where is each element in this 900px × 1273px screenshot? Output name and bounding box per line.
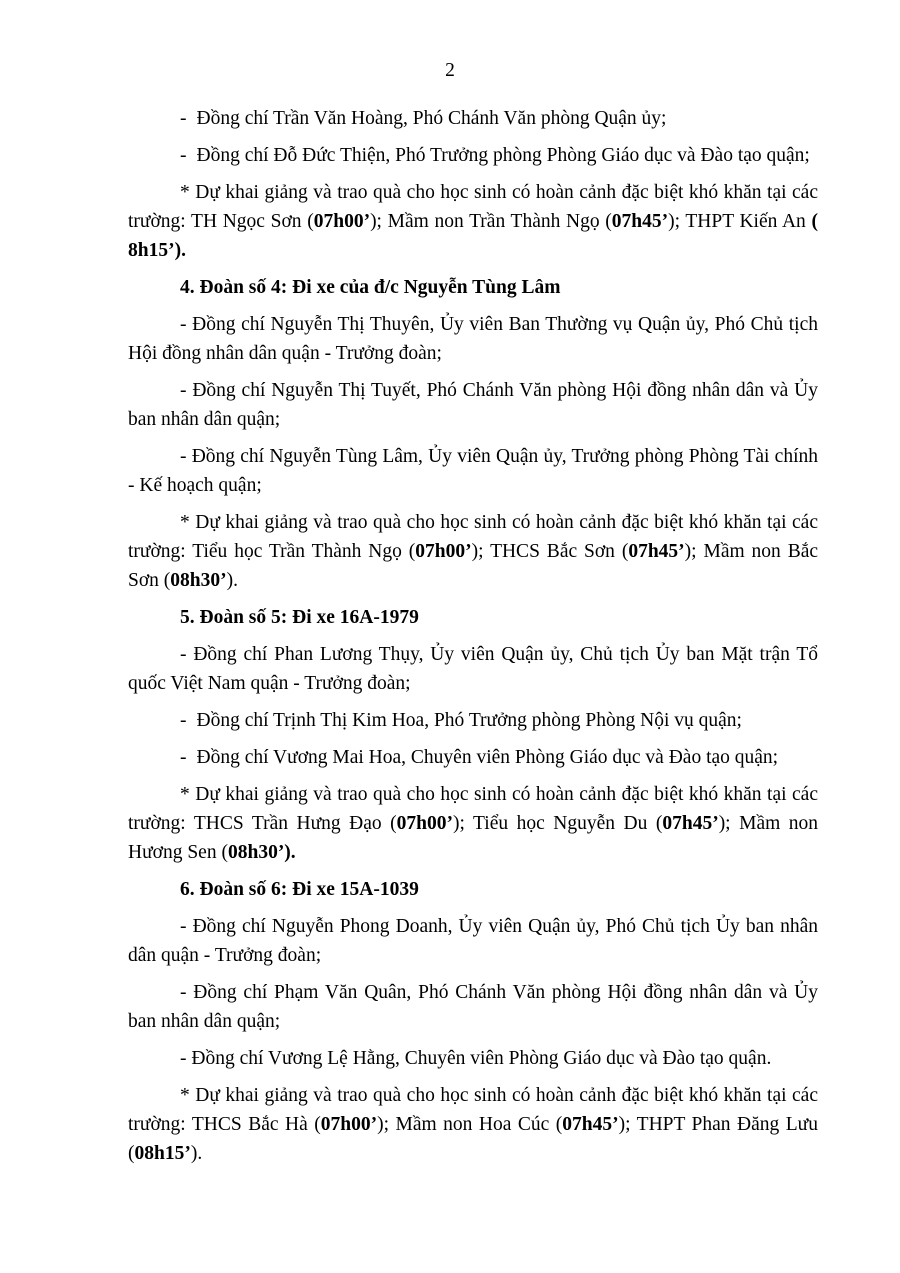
member-item: - Đồng chí Phạm Văn Quân, Phó Chánh Văn phòng Hội đồng nhân dân và Ủy ban nhân dân quận;	[128, 982, 818, 1032]
schedule-note: * Dự khai giảng và trao quà cho học sinh có hoàn cảnh đặc biệt khó khăn tại các trường: Tiểu học Trần Thành Ngọ (07h00’); THCS Bắc Sơn (07h45’); Mầm non Bắc Sơn (08h30’).	[128, 512, 819, 591]
section-heading-group-4: 4. Đoàn số 4: Đi xe của đ/c Nguyễn Tùng Lâm	[180, 277, 561, 298]
member-item: - Đồng chí Đỗ Đức Thiện, Phó Trưởng phòng Phòng Giáo dục và Đào tạo quận;	[180, 145, 810, 166]
member-item: - Đồng chí Nguyễn Phong Doanh, Ủy viên Quận ủy, Phó Chủ tịch Ủy ban nhân dân quận - Trưởng đoàn;	[128, 916, 818, 966]
schedule-note: * Dự khai giảng và trao quà cho học sinh có hoàn cảnh đặc biệt khó khăn tại các trường: THCS Bắc Hà (07h00’); Mầm non Hoa Cúc (07h45’); THPT Phan Đăng Lưu (08h15’).	[128, 1085, 819, 1164]
schedule-note: * Dự khai giảng và trao quà cho học sinh có hoàn cảnh đặc biệt khó khăn tại các trường: TH Ngọc Sơn (07h00’); Mầm non Trần Thành Ngọ (07h45’); THPT Kiến An ( 8h15’).	[128, 182, 818, 261]
document-body	[128, 104, 818, 1176]
member-item: - Đồng chí Vương Lệ Hằng, Chuyên viên Phòng Giáo dục và Đào tạo quận.	[180, 1048, 772, 1069]
page-number: 2	[445, 60, 455, 81]
member-item: - Đồng chí Vương Mai Hoa, Chuyên viên Phòng Giáo dục và Đào tạo quận;	[180, 747, 779, 768]
member-item: - Đồng chí Nguyễn Tùng Lâm, Ủy viên Quận ủy, Trưởng phòng Phòng Tài chính - Kế hoạch quận;	[128, 446, 818, 496]
member-item: - Đồng chí Trịnh Thị Kim Hoa, Phó Trưởng phòng Phòng Nội vụ quận;	[180, 710, 742, 731]
member-item: - Đồng chí Nguyễn Thị Thuyên, Ủy viên Ban Thường vụ Quận ủy, Phó Chủ tịch Hội đồng nhân dân quận - Trưởng đoàn;	[128, 314, 818, 364]
section-heading-group-6: 6. Đoàn số 6: Đi xe 15A-1039	[180, 879, 419, 900]
section-heading-group-5: 5. Đoàn số 5: Đi xe 16A-1979	[180, 607, 419, 628]
schedule-note: * Dự khai giảng và trao quà cho học sinh có hoàn cảnh đặc biệt khó khăn tại các trường: THCS Trần Hưng Đạo (07h00’); Tiểu học Nguyễn Du (07h45’); Mầm non Hương Sen (08h30’).	[128, 784, 819, 863]
member-item: - Đồng chí Nguyễn Thị Tuyết, Phó Chánh Văn phòng Hội đồng nhân dân và Ủy ban nhân dân quận;	[128, 380, 818, 430]
member-item: - Đồng chí Phan Lương Thụy, Ủy viên Quận ủy, Chủ tịch Ủy ban Mặt trận Tổ quốc Việt Nam quận - Trưởng đoàn;	[128, 644, 818, 694]
member-item: - Đồng chí Trần Văn Hoàng, Phó Chánh Văn phòng Quận ủy;	[180, 108, 667, 129]
